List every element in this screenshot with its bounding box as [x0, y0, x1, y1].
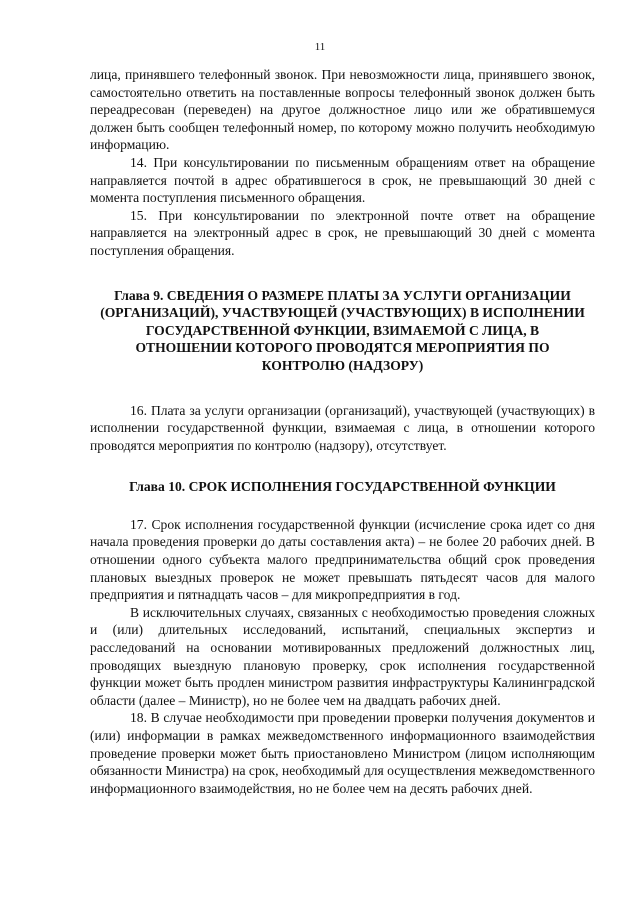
paragraph-17: 17. Срок исполнения государственной функции (исчисление срока идет со дня начала проведения проверки до даты составления акта) – не более 20 рабочих дней. В отношении одного субъекта малого предпринимательства общий срок проведения плановых выездных проверок не может превышать пятьдесят часов для малого предприятия и пятнадцать часов – для микропредприятия в год.: [90, 516, 595, 603]
page-number: 11: [314, 41, 326, 53]
paragraph-18: 18. В случае необходимости при проведении проверки получения документов и (или) информации в рамках межведомственного информационного взаимодействия проведение проверки может быть приостановлено Министром (лицом исполняющим обязанности Министра) на срок, необходимый для осуществления межведомственного информационного взаимодействия, но не более чем на десять рабочих дней.: [90, 710, 595, 796]
document-body: [90, 66, 595, 797]
paragraph-15: 15. При консультировании по электронной почте ответ на обращение направляется на электронный адрес в срок, не превышающий 30 дней с момента поступления обращения.: [90, 207, 595, 258]
chapter-10-heading: Глава 10. СРОК ИСПОЛНЕНИЯ ГОСУДАРСТВЕННОЙ ФУНКЦИИ: [129, 479, 556, 495]
paragraph-14: 14. При консультировании по письменным обращениям ответ на обращение направляется почтой в адрес обратившегося в срок, не превышающий 30 дней с момента поступления письменного обращения.: [90, 154, 595, 206]
paragraph-16: 16. Плата за услуги организации (организаций), участвующей (участвующих) в исполнении государственной функции, взимаемая с лица, в отношении которого проводятся мероприятия по контролю (надзору), отсутствует.: [90, 402, 595, 453]
chapter-9-heading: Глава 9. СВЕДЕНИЯ О РАЗМЕРЕ ПЛАТЫ ЗА УСЛУГИ ОРГАНИЗАЦИИ (ОРГАНИЗАЦИЙ), УЧАСТВУЮЩЕЙ (УЧАСТВУЮЩИХ) В ИСПОЛНЕНИИ ГОСУДАРСТВЕННОЙ ФУНКЦИИ, ВЗИМАЕМОЙ С ЛИЦА, В ОТНОШЕНИИ КОТОРОГО ПРОВОДЯТСЯ МЕРОПРИЯТИЯ ПО КОНТРОЛЮ (НАДЗОРУ): [100, 287, 585, 373]
paragraph-17-exceptions: В исключительных случаях, связанных с необходимостью проведения сложных и (или) длительных исследований, испытаний, специальных экспертиз и расследований на основании мотивированных предложений должностных лиц, проводящих выездную плановую проверку, срок исполнения государственной функции может быть продлен министром развития инфраструктуры Калининградской области (далее – Министр), но не более чем на двадцать рабочих дней.: [90, 604, 595, 708]
paragraph-continuation: лица, принявшего телефонный звонок. При невозможности лица, принявшего звонок, самостоятельно ответить на поставленные вопросы телефонный звонок должен быть переадресован (переведен) на другое должностное лицо или же обратившемуся должен быть сообщен телефонный номер, по которому можно получить необходимую информацию.: [90, 67, 595, 153]
